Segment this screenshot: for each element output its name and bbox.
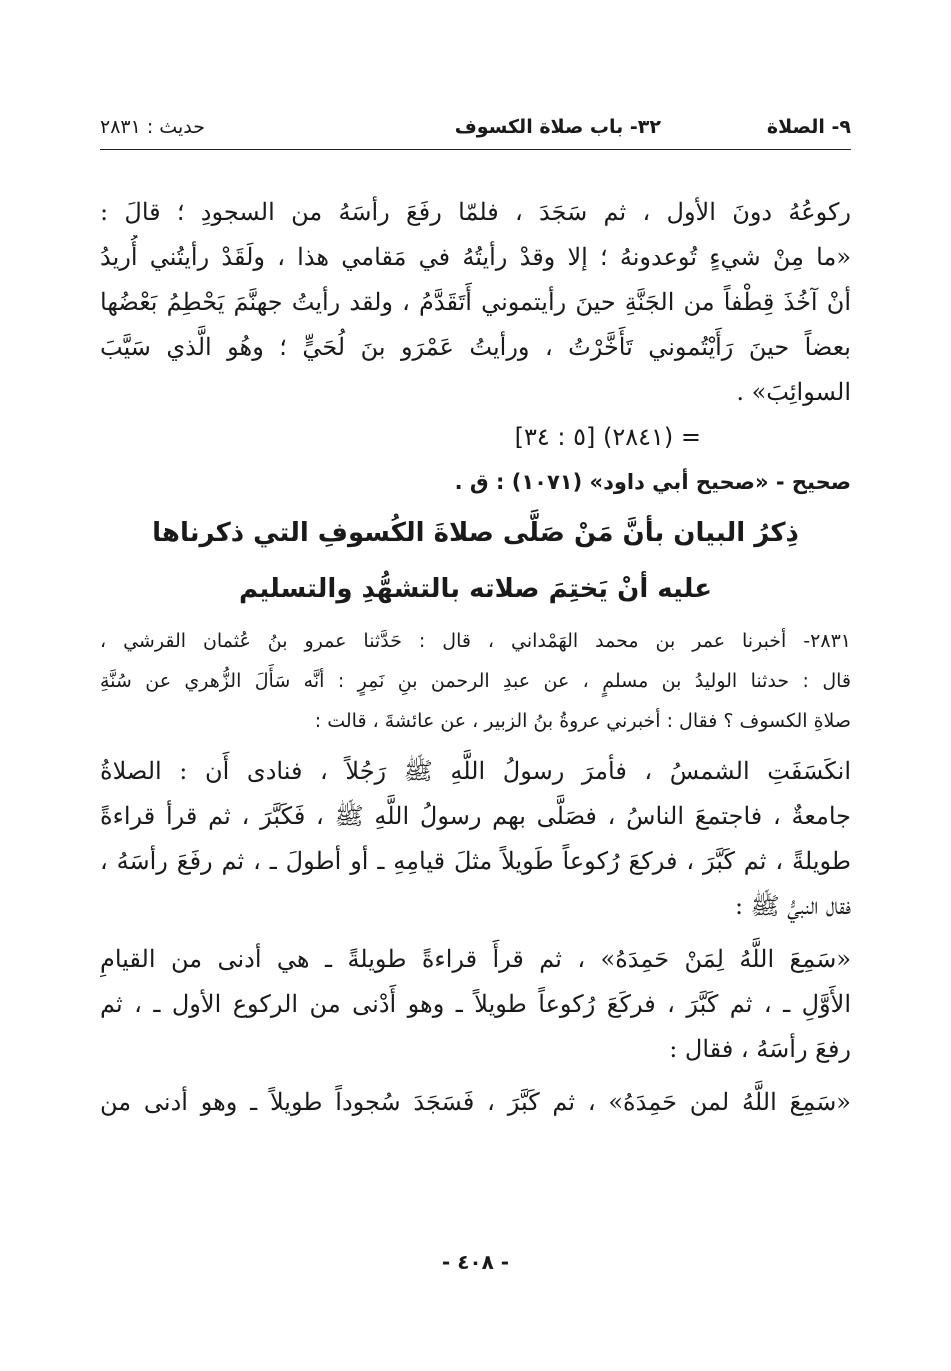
text-line: «سَمِعَ اللَّهُ لمن حَمِدَهُ» ، ثم كَبَّرَ ، فَسَجَدَ سُجوداً طويلاً ـ وهو أدنى من xyxy=(100,1088,851,1116)
text-line: جامعةٌ ، فاجتمعَ الناسُ ، فصَلَّى بهم رسولُ اللَّهِ ﷺ ، فَكَبَّرَ ، ثم قرأ قراءةً xyxy=(100,802,851,830)
text-line: «ما مِنْ شيءٍ تُوعدونهُ ؛ إلا وقدْ رأيتُهُ في مَقامي هذا ، ولَقَدْ رأيتُني أُريدُ xyxy=(100,243,851,271)
header-hadith-number: حديث : ٢٨٣١ xyxy=(100,116,205,138)
text-line: «سَمِعَ اللَّهُ لِمَنْ حَمِدَهُ» ، ثم قرأَ قراءةً طويلةً ـ هي أدنى من القيامِ xyxy=(100,945,851,973)
hadith-matn-paragraph xyxy=(100,1080,851,1125)
chapter-title-line: ذِكرُ البيان بأنَّ مَنْ صَلَّى صلاةَ الكُسوفِ التي ذكرناها xyxy=(152,518,799,548)
running-header xyxy=(100,112,851,146)
page-number: - ٤٠٨ - xyxy=(441,1250,510,1274)
cross-reference: = (٢٨٤١) [٥ : ٣٤] xyxy=(514,423,701,451)
text-line: فقال النبيُّ ﷺ : xyxy=(734,892,851,920)
text-line: طويلةً ، ثم كَبَّرَ ، فركعَ رُكوعاً طَويلاً مثلَ قيامِهِ ـ أو أطولَ ـ ، ثم رفَعَ رأسَهُ ، xyxy=(100,847,851,875)
isnad-line: صلاةِ الكسوف ؟ فقال : أخبرني عروةُ بنُ الزبير ، عن عائشةَ ، قالت : xyxy=(314,710,851,732)
hadith-isnad xyxy=(100,621,851,741)
text-line: السوائِبَ» . xyxy=(736,378,851,406)
chapter-title-line: عليه أنْ يَختِمَ صلاته بالتشهُّدِ والتسليم xyxy=(238,574,713,604)
previous-hadith-text xyxy=(100,190,851,415)
header-rule xyxy=(100,149,851,150)
chapter-title xyxy=(100,505,851,617)
text-line: رفعَ رأسَهُ ، فقال : xyxy=(669,1035,851,1063)
header-chapter: ٩- الصلاة xyxy=(766,116,851,138)
isnad-line: قال : حدثنا الوليدُ بن مسلمٍ ، عن عبدِ الرحمن بنِ نَمِرٍ : أنَّه سَأَلَ الزُّهري عن سُنَّةِ xyxy=(100,670,851,692)
hadith-grade: صحيح - «صحيح أبي داود» (١٠٧١) : ق . xyxy=(454,470,851,494)
text-line: ركوعُهُ دونَ الأول ، ثم سَجَدَ ، فلمّا رفَعَ رأسَهُ من السجودِ ؛ قالَ : xyxy=(100,198,851,226)
page-body xyxy=(100,190,851,1125)
header-section: ٣٢- باب صلاة الكسوف xyxy=(454,116,661,138)
hadith-matn-paragraph xyxy=(100,937,851,1072)
text-line: بعضاً حينَ رَأَيْتُموني تَأَخَّرْتُ ، ورأيتُ عَمْرَو بنَ لُحَيٍّ ؛ وهُو الَّذي سَيَّبَ xyxy=(100,333,851,361)
text-line: انكَسَفَتِ الشمسُ ، فأمرَ رسولُ اللَّهِ ﷺ رَجُلاً ، فنادى أَن : الصلاةُ xyxy=(100,757,851,785)
text-line: الأَوَّلِ ـ ، ثم كَبَّرَ ، فركَعَ رُكوعاً طويلاً ـ وهو أَدْنى من الركوع الأول ـ ، ثم xyxy=(100,990,851,1018)
text-line: أنْ آخُذَ قِطْفاً من الجَنَّةِ حينَ رأيتموني أَتَقَدَّمُ ، ولقد رأيتُ جهنَّمَ يَحْطِمُ بَعْضُها xyxy=(100,288,851,316)
hadith-matn-paragraph xyxy=(100,749,851,929)
isnad-line: ٢٨٣١- أخبرنا عمر بن محمد الهَمْداني ، قال : حَدَّثنا عمرو بنُ عُثمان القرشي ، xyxy=(100,630,851,652)
